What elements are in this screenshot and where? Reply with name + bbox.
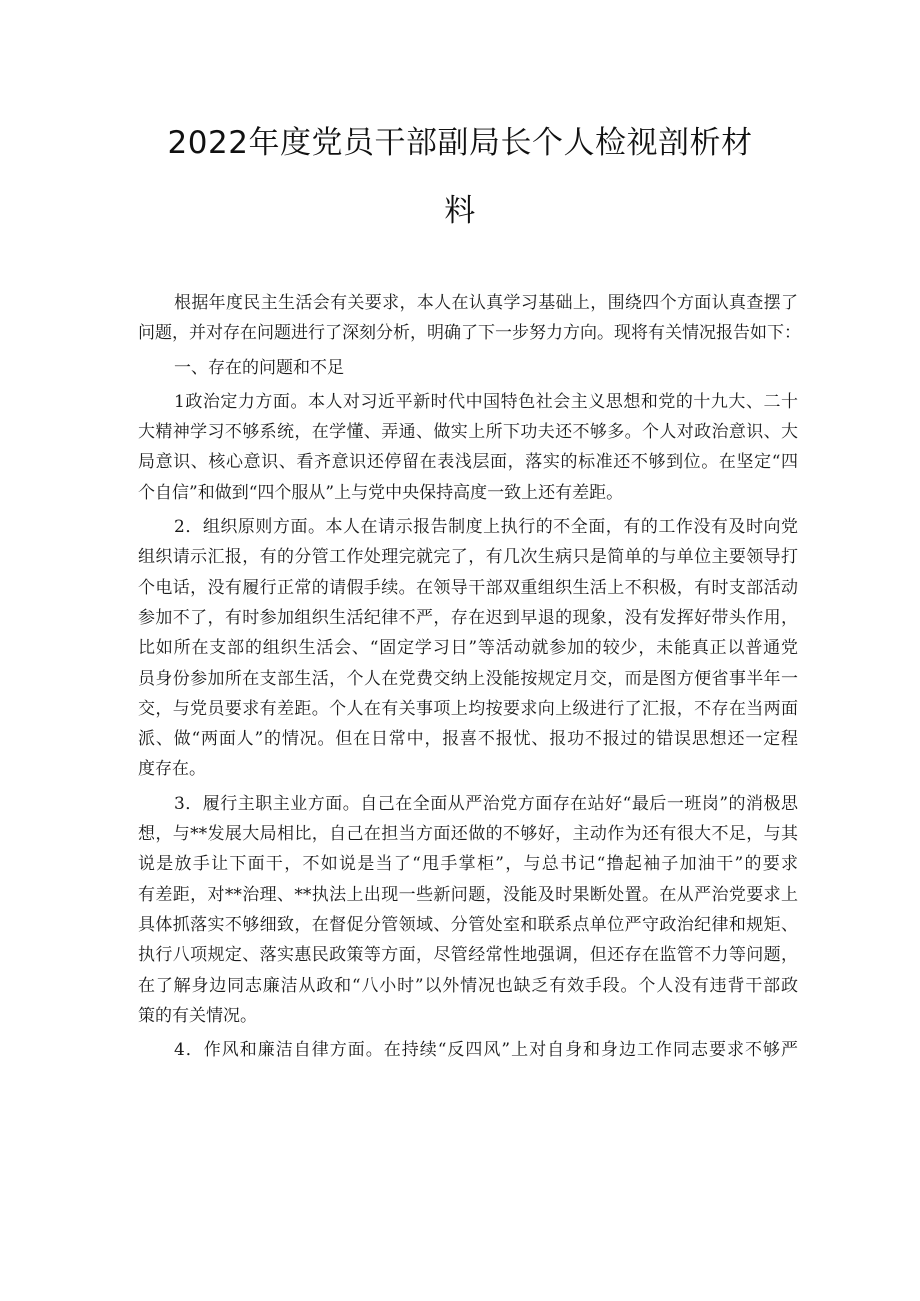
paragraph-3-line: 在了解身边同志廉洁从政和“八小时”以外情况也缺乏有效手段。个人没有违背干部政 [138, 975, 798, 996]
paragraph-3-line: 具体抓落实不够细致，在督促分管领域、分管处室和联系点单位严守政治纪律和规矩、 [138, 914, 798, 935]
paragraph-3-line: 策的有关情况。 [138, 1005, 257, 1026]
paragraph-3-line: 3．履行主职主业方面。自己在全面从严治党方面存在站好“最后一班岗”的消极思 [174, 793, 798, 814]
paragraph-1-line: 1政治定力方面。本人对习近平新时代中国特色社会主义思想和党的十九大、二十 [174, 391, 798, 412]
paragraph-2-line: 参加不了，有时参加组织生活纪律不严，存在迟到早退的现象，没有发挥好带头作用， [138, 607, 798, 628]
paragraph-2-line: 组织请示汇报，有的分管工作处理完就完了，有几次生病只是简单的与单位主要领导打 [138, 547, 798, 568]
paragraph-2-line: 派、做“两面人”的情况。但在日常中，报喜不报忧、报功不报过的错误思想还一定程 [138, 729, 798, 750]
paragraph-intro-line: 问题，并对存在问题进行了深刻分析，明确了下一步努力方向。现将有关情况报告如下： [138, 323, 801, 344]
paragraph-1-line: 个自信”和做到“四个服从”上与党中央保持高度一致上还有差距。 [138, 482, 624, 503]
paragraph-1-line: 大精神学习不够系统，在学懂、弄通、做实上所下功夫还不够多。个人对政治意识、大 [138, 422, 798, 443]
paragraph-1-line: 局意识、核心意识、看齐意识还停留在表浅层面，落实的标准还不够到位。在坚定“四 [138, 452, 798, 473]
paragraph-2-line: 交，与党员要求有差距。个人在有关事项上均按要求向上级进行了汇报，不存在当两面 [138, 698, 798, 719]
paragraph-2-line: 度存在。 [138, 759, 206, 780]
paragraph-3-line: 说是放手让下面干，不如说是当了“甩手掌柜”，与总书记“撸起袖子加油干”的要求 [138, 854, 798, 875]
paragraph-3-line: 想，与**发展大局相比，自己在担当方面还做的不够好，主动作为还有很大不足，与其 [138, 824, 798, 845]
paragraph-3-line: 执行八项规定、落实惠民政策等方面，尽管经常性地强调，但还存在监管不力等问题， [138, 945, 798, 966]
paragraph-3-line: 有差距，对**治理、**执法上出现一些新问题，没能及时果断处置。在从严治党要求上 [138, 884, 798, 905]
document-body [138, 288, 801, 1065]
paragraph-intro-line: 根据年度民主生活会有关要求，本人在认真学习基础上，围绕四个方面认真查摆了 [174, 293, 798, 313]
document-title-line-1: 2022年度党员干部副局长个人检视剖析材 [167, 125, 753, 161]
paragraph-2-line: 员身份参加所在支部生活，个人在党费交纳上没能按规定月交，而是图方便省事半年一 [138, 668, 798, 689]
paragraph-2-line: 2．组织原则方面。本人在请示报告制度上执行的不全面，有的工作没有及时向党 [174, 517, 798, 538]
paragraph-2-line: 比如所在支部的组织生活会、“固定学习日”等活动就参加的较少，未能真正以普通党 [138, 638, 798, 659]
document-title-line-2: 料 [444, 193, 476, 229]
section-heading: 一、存在的问题和不足 [174, 357, 344, 378]
paragraph-4-line: 4．作风和廉洁自律方面。在持续“反四风”上对自身和身边工作同志要求不够严 [174, 1040, 798, 1061]
paragraph-2-line: 个电话，没有履行正常的请假手续。在领导干部双重组织生活上不积极，有时支部活动 [138, 577, 798, 598]
